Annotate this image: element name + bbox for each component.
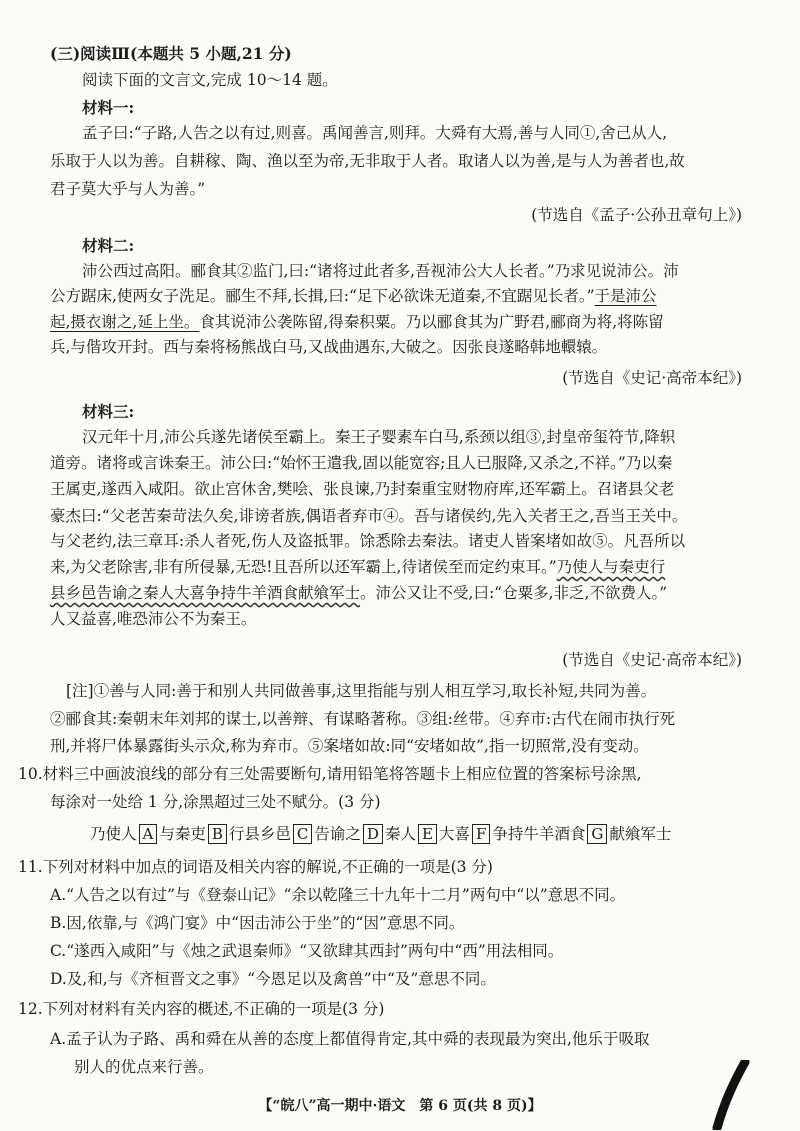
material2-source: (节选自《史记·高帝本纪》): [562, 369, 742, 387]
material3-line: 人又益喜,唯恐沛公不为秦王。: [50, 610, 257, 628]
material2-line: 沛公西过高阳。郦食其②监门,曰:“诸将过此者多,吾视沛公大人长者。”乃求见说沛公。沛: [82, 262, 679, 280]
page-footer: 【“皖八”高一期中·语文 第 6 页(共 8 页)】: [258, 1098, 542, 1114]
wavy-underlined-text: 乃使人与秦吏行: [556, 558, 666, 576]
q10-stem: 10.材料三中画波浪线的部分有三处需要断句,请用铅笔将答题卡上相应位置的答案标号涂黑,: [18, 765, 642, 783]
q10-stem: 每涂对一处给 1 分,涂黑超过三处不赋分。(3 分): [50, 793, 381, 811]
material3-line: 与父老约,法三章耳:杀人者死,伤人及盗抵罪。馀悉除去秦法。诸吏人皆案堵如故⑤。凡吾所以: [50, 532, 686, 550]
answer-label-c[interactable]: C: [293, 824, 312, 844]
pen-mark-icon: [705, 1060, 765, 1130]
material1-source: (节选自《孟子·公孙丑章句上》): [531, 206, 742, 224]
q11-option-d[interactable]: D.及,和,与《齐桓晋文之事》“今恩足以及禽兽”中“及”意思不同。: [50, 970, 496, 988]
q11-option-a[interactable]: A.“人告之以有过”与《登泰山记》“余以乾隆三十九年十二月”两句中“以”意思不同。: [50, 886, 626, 904]
q12-stem: 12.下列对材料有关内容的概述,不正确的一项是(3 分): [18, 1000, 385, 1018]
material2-line: [0, 312, 800, 332]
q10-segment: 告谕之: [314, 825, 361, 843]
material3-line: [0, 557, 800, 577]
wavy-underlined-text: 县乡邑告谕之秦人大喜争持牛羊酒食献飨军士: [50, 584, 361, 602]
q12-option-a[interactable]: A.孟子认为子路、禹和舜在从善的态度上都值得肯定,其中舜的表现最为突出,他乐于吸取: [50, 1030, 650, 1048]
material2-line: [0, 286, 800, 306]
material3-line: 王属吏,遂西入咸阳。欲止宫休舍,樊哙、张良谏,乃封秦重宝财物府库,还军霸上。召诸县父老: [50, 480, 675, 498]
q10-segment: 大喜: [438, 825, 470, 843]
material1-line: 乐取于人以为善。自耕稼、陶、渔以至为帝,无非取于人者。取诸人以为善,是与人为善者也,故: [50, 152, 685, 170]
q10-segment: 献飨军士: [609, 825, 672, 843]
material2-line-text: 食其说沛公袭陈留,得秦积粟。乃以郦食其为广野君,郦商为将,将陈留: [199, 313, 664, 331]
material1-heading: 材料一:: [82, 98, 135, 117]
q10-segment: 乃使人: [90, 825, 137, 843]
note-line: ②郦食其:秦朝末年刘邦的谋士,以善辩、有谋略著称。③组:丝带。④弃市:古代在闹市执行死: [50, 710, 676, 728]
material3-line: 豪杰曰:“父老苦秦苛法久矣,诽谤者族,偶语者弃市④。吾与诸侯约,先入关者王之,吾当王关中。: [50, 507, 688, 525]
answer-label-f[interactable]: F: [472, 824, 490, 844]
material3-line: [0, 583, 800, 603]
section-title: (三)阅读Ⅲ(本题共 5 小题,21 分): [50, 44, 292, 63]
q12-option-a-continued: 别人的优点来行善。: [74, 1058, 214, 1076]
q10-segment: 与秦吏: [159, 825, 206, 843]
material2-line-text: 公方踞床,使两女子洗足。郦生不拜,长揖,曰:“足下必欲诛无道秦,不宜踞见长者。”: [50, 287, 595, 305]
material2-underlined-text: 于是沛公: [594, 287, 657, 305]
material3-heading: 材料三:: [82, 402, 135, 421]
material3-line-text: 来,为父老除害,非有所侵暴,无恐!且吾所以还军霸上,待诸侯至而定约束耳。”: [50, 558, 557, 576]
material2-underlined-text: 起,摄衣谢之,延上坐。: [50, 313, 200, 331]
q10-segment: 争持牛羊酒食: [492, 825, 586, 843]
q10-segment-row: [0, 822, 800, 846]
material1-line: 孟子曰:“子路,人告之以有过,则喜。禹闻善言,则拜。大舜有大焉,善与人同①,舍己从人,: [82, 124, 668, 142]
instruction: 阅读下面的文言文,完成 10～14 题。: [82, 71, 338, 89]
answer-label-b[interactable]: B: [208, 824, 227, 844]
q11-option-b[interactable]: B.因,依靠,与《鸿门宴》中“因击沛公于坐”的“因”意思不同。: [50, 914, 465, 932]
material3-line-text: 。沛公又让不受,曰:“仓粟多,非乏,不欲费人。”: [360, 584, 668, 602]
q10-segment: 行县乡邑: [228, 825, 291, 843]
q10-segment: 秦人: [384, 825, 416, 843]
answer-label-e[interactable]: E: [418, 824, 437, 844]
answer-label-g[interactable]: G: [587, 824, 607, 844]
material3-source: (节选自《史记·高帝本纪》): [562, 651, 742, 669]
answer-label-a[interactable]: A: [139, 824, 158, 844]
material2-line: 兵,与偕攻开封。西与秦将杨熊战白马,又战曲遇东,大破之。因张良遂略韩地轘辕。: [50, 338, 608, 356]
note-line: [注]①善与人同:善于和别人共同做善事,这里指能与别人相互学习,取长补短,共同为善。: [66, 682, 657, 700]
material1-line: 君子莫大乎与人为善。”: [50, 180, 206, 198]
material3-line: 道旁。诸将或言诛秦王。沛公曰:“始怀王遣我,固以能宽容;且人已服降,又杀之,不祥。”乃以秦: [50, 454, 673, 472]
material3-line: 汉元年十月,沛公兵遂先诸侯至霸上。秦王子婴素车白马,系颈以组③,封皇帝玺符节,降轵: [82, 428, 676, 446]
material2-heading: 材料二:: [82, 236, 135, 255]
note-line: 刑,并将尸体暴露街头示众,称为弃市。⑤案堵如故:同“安堵如故”,指一切照常,没有变动。: [50, 737, 649, 755]
answer-label-d[interactable]: D: [363, 824, 383, 844]
q11-option-c[interactable]: C.“遂西入咸阳”与《烛之武退秦师》“又欲肆其西封”两句中“西”用法相同。: [50, 942, 564, 960]
q11-stem: 11.下列对材料中加点的词语及相关内容的解说,不正确的一项是(3 分): [18, 858, 493, 876]
